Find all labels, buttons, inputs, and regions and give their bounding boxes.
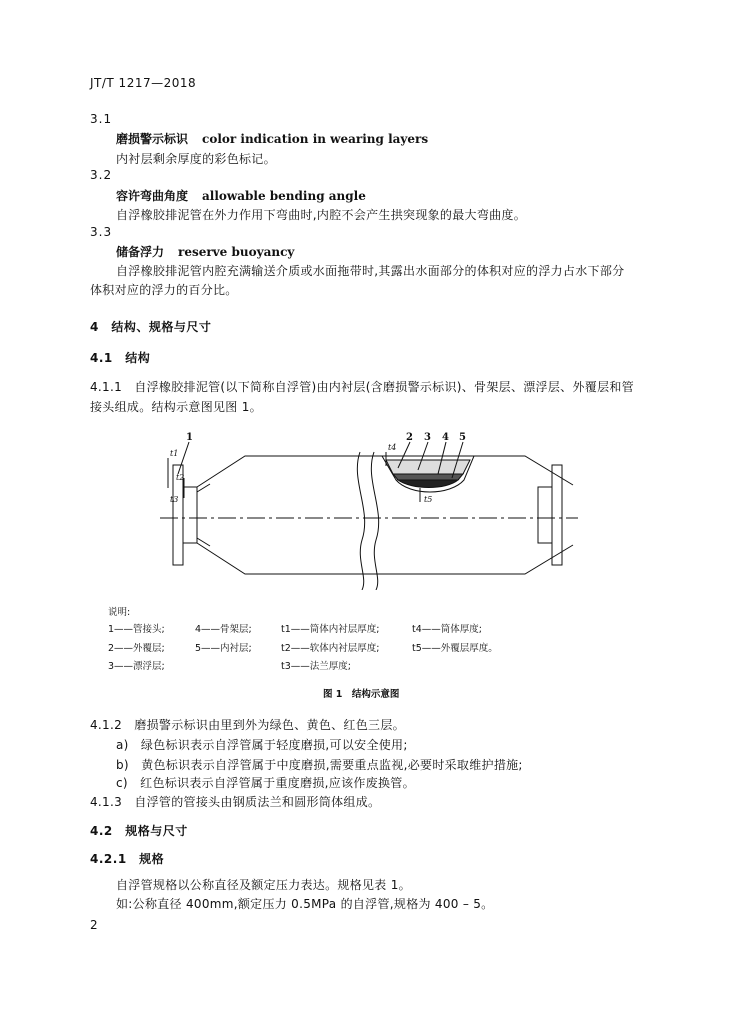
callout-1: 1 [186, 432, 193, 443]
legend-item: t4——筒体厚度; [412, 624, 482, 635]
term-title-zh: 磨损警示标识 [116, 132, 189, 146]
body-paragraph: 自浮管规格以公称直径及额定压力表达。规格见表 1。 [116, 878, 411, 892]
section-heading: 4 结构、规格与尺寸 [90, 320, 212, 334]
list-item: a) 绿色标识表示自浮管属于轻度磨损,可以安全使用; [116, 738, 408, 752]
wall-layer-lining [398, 480, 458, 488]
term-definition-continued: 体积对应的浮力的百分比。 [90, 283, 238, 297]
term-title-en: allowable bending angle [202, 189, 366, 203]
subsection-heading: 4.1 结构 [90, 351, 151, 365]
dim-label-t5: t5 [424, 495, 433, 504]
legend-item: 1——管接头; [108, 624, 165, 635]
list-item: c) 红色标识表示自浮管属于重度磨损,应该作废换管。 [116, 776, 415, 790]
legend-title: 说明: [108, 607, 131, 618]
callout-5: 5 [459, 432, 466, 443]
clause-paragraph: 4.1.2 磨损警示标识由里到外为绿色、黄色、红色三层。 [90, 718, 405, 732]
body-paragraph: 如:公称直径 400mm,额定压力 0.5MPa 的自浮管,规格为 400 – 5。 [116, 897, 494, 911]
page-number: 2 [90, 918, 98, 932]
list-item: b) 黄色标识表示自浮管属于中度磨损,需要重点监视,必要时采取维护措施; [116, 758, 523, 772]
legend-item: 3——漂浮层; [108, 661, 165, 672]
legend-item: t1——筒体内衬层厚度; [281, 624, 380, 635]
dim-label-t4: t4 [388, 443, 397, 452]
structure-diagram [150, 430, 580, 590]
legend-item: t5——外覆层厚度。 [412, 643, 498, 654]
term-title-zh: 容许弯曲角度 [116, 189, 189, 203]
break-line [371, 452, 378, 590]
callout-4: 4 [442, 432, 449, 443]
pipe-body-outline [197, 543, 573, 574]
right-flange [552, 465, 562, 565]
legend-item: t2——软体内衬层厚度; [281, 643, 380, 654]
term-definition: 内衬层剩余厚度的彩色标记。 [116, 152, 276, 166]
dim-label-t1: t1 [170, 449, 179, 458]
term-number: 3.2 [90, 168, 113, 182]
clause-heading: 4.2.1 规格 [90, 852, 165, 866]
break-line [357, 452, 364, 590]
term-title-en: reserve buoyancy [178, 245, 295, 259]
term-title-en: color indication in wearing layers [202, 132, 429, 146]
dim-label-t3: t3 [170, 495, 179, 504]
right-connector [538, 487, 552, 543]
legend-item: 4——骨架层; [195, 624, 252, 635]
clause-paragraph: 4.1.1 自浮橡胶排泥管(以下简称自浮管)由内衬层(含磨损警示标识)、骨架层、漂浮层、外覆层和管 [90, 380, 634, 394]
term-definition: 自浮橡胶排泥管在外力作用下弯曲时,内腔不会产生拱突现象的最大弯曲度。 [116, 208, 527, 222]
callout-3: 3 [424, 432, 431, 443]
term-number: 3.3 [90, 225, 113, 239]
legend-item: t3——法兰厚度; [281, 661, 351, 672]
clause-paragraph: 4.1.3 自浮管的管接头由钢质法兰和圆形筒体组成。 [90, 795, 381, 809]
standard-number-header: JT/T 1217—2018 [90, 76, 197, 90]
dim-label-t2: t2 [176, 473, 185, 482]
term-title [116, 187, 366, 204]
term-title [116, 243, 294, 260]
term-definition: 自浮橡胶排泥管内腔充满输送介质或水面拖带时,其露出水面部分的体积对应的浮力占水下部分 [116, 264, 625, 278]
left-connector [183, 487, 197, 543]
legend-item: 5——内衬层; [195, 643, 252, 654]
subsection-heading: 4.2 规格与尺寸 [90, 824, 188, 838]
figure-caption: 图 1 结构示意图 [323, 689, 400, 700]
clause-paragraph-continued: 接头组成。结构示意图见图 1。 [90, 400, 262, 414]
term-title-zh: 储备浮力 [116, 245, 165, 259]
callout-2: 2 [406, 432, 413, 443]
legend-item: 2——外覆层; [108, 643, 165, 654]
term-title [116, 130, 428, 147]
term-number: 3.1 [90, 112, 113, 126]
